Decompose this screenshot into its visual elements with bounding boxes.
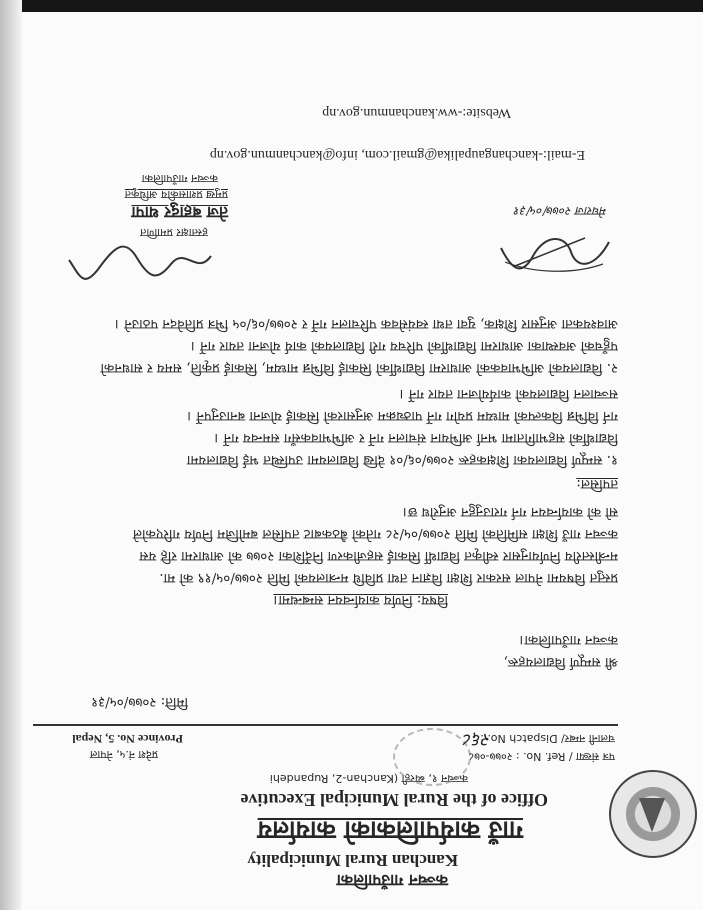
tapsil-item-line: पहुँचको अवस्थाका आधारमा विद्यार्थीको परिचय गरी विद्यालयको कार्य योजना तयार गर्ने । — [190, 338, 618, 354]
tapsil-item-line: गर्न विभिन्न विकल्पको माध्यम प्रयोग गर्ने पाठ्यक्रम अनुसारको सिकाई योजना बनाउनुपर्ने । — [187, 408, 618, 424]
letter-subject: विषय: निर्णय कार्यान्वयन सम्बन्धमा। — [273, 592, 448, 608]
paragraph-line: प्रस्तुत विषयमा नेपाल सरकार शिक्षा विज्ञान तथा प्रविधि मन्त्रालयको मिति २०७७/०५/१९ को मा. — [159, 570, 618, 586]
signer-org: कञ्चन गाउँपालिका — [141, 172, 218, 185]
ref-number: पत्र संख्या / Ref. No. : २०७७-०७८ — [468, 750, 615, 763]
header-divider — [33, 724, 618, 726]
handwritten-initial — [495, 228, 615, 278]
paragraph-line: कञ्चन गाउँ शिक्षा समितिको मिति २०७७/०५/२८ गतेको बैठकबाट तपसिल बमोजिम निर्णय गरिएकोले — [132, 526, 618, 542]
signer-name: तेज बहादुर थापा — [131, 203, 228, 222]
office-seal-stamp — [393, 728, 471, 786]
footer-website: Website:-ww.kanchanmun.gov.np — [322, 105, 511, 120]
sign-note: हस्ताक्षर प्रमाणित — [140, 226, 208, 239]
office-name-np: गाउँ कार्यपालिकाको कार्यालय — [257, 816, 523, 845]
paragraph-line: मन्त्रीस्तरीय निर्णयानुसार स्वीकृत विद्यार्थी सिकाई सहजीकरण निर्देशिका २०७७ को आधारमा रहि यस — [139, 548, 618, 564]
signer-title: प्रमुख प्रशासकीय अधिकृत — [124, 188, 228, 201]
tapsil-heading: तपसिल: — [576, 476, 618, 492]
municipality-name-en: Kanchan Rural Municipality — [247, 851, 458, 870]
letter-date: मिति: २०७७/०५/३१ — [91, 694, 188, 710]
addressee-line-1: श्री सम्पूर्ण विद्यालयहरू, — [503, 654, 618, 670]
signature-scribble — [65, 242, 215, 282]
addressee-line-2: कञ्चन गाउँपालिका। — [519, 632, 618, 648]
office-name-en: Office of the Rural Municipal Executive — [240, 790, 548, 810]
handwritten-signature-text: मेघराज २०७७/०५/३१ — [513, 204, 607, 218]
dispatch-label: चलानी नम्बर/ Dispatch No. : — [480, 732, 615, 745]
paragraph-line: सो को कार्यान्वयन गर्न गराउनुहुन अनुरोध छ। — [402, 504, 618, 520]
tapsil-item-line: १. सम्पूर्ण विद्यालयका शिक्षकहरू २०७७/०६/०१ देखि विद्यालयमा उपस्थित भई विद्यालयमा — [186, 452, 618, 468]
tapsil-item-line: आवश्यकता अनुसार शिक्षक, युवा तथा स्वयंसेवक परिचालन गर्ने र २०७७/०६/०५ भित्र प्रतिवेदन पठाउने । — [114, 316, 618, 332]
footer-email: E-mail:-kanchangaupalika@gmail.com, info@kanchanmun.gov.np — [209, 147, 585, 162]
province-np: प्रदेश नं.५, नेपाल — [89, 748, 158, 761]
tapsil-item-line: सञ्चालन विद्यालयको कार्ययोजना तयार गर्ने । — [399, 386, 618, 402]
nepal-emblem-icon — [609, 770, 697, 858]
office-address: कञ्चन १, ब्यरही (Kanchan-2, Rupandehi — [269, 772, 468, 785]
tapsil-item-line: २. विद्यालयको अभिभावकको आधारमा विद्यार्थीको सिकाई विभिन्न माध्यम, सिकाई प्रकृति, समय र साधनको — [100, 360, 618, 376]
municipality-name-np: कञ्चन गाउँपालिका — [336, 871, 448, 890]
tapsil-item-line: विद्यार्थीको सहभागितामा भर्ना अभियान संचालन गर्ने र अभिभावकसँग समन्वय गर्ने । — [214, 430, 618, 446]
province-en: Province No. 5, Nepal — [72, 732, 183, 746]
dispatch-number: २६८ — [462, 729, 491, 750]
